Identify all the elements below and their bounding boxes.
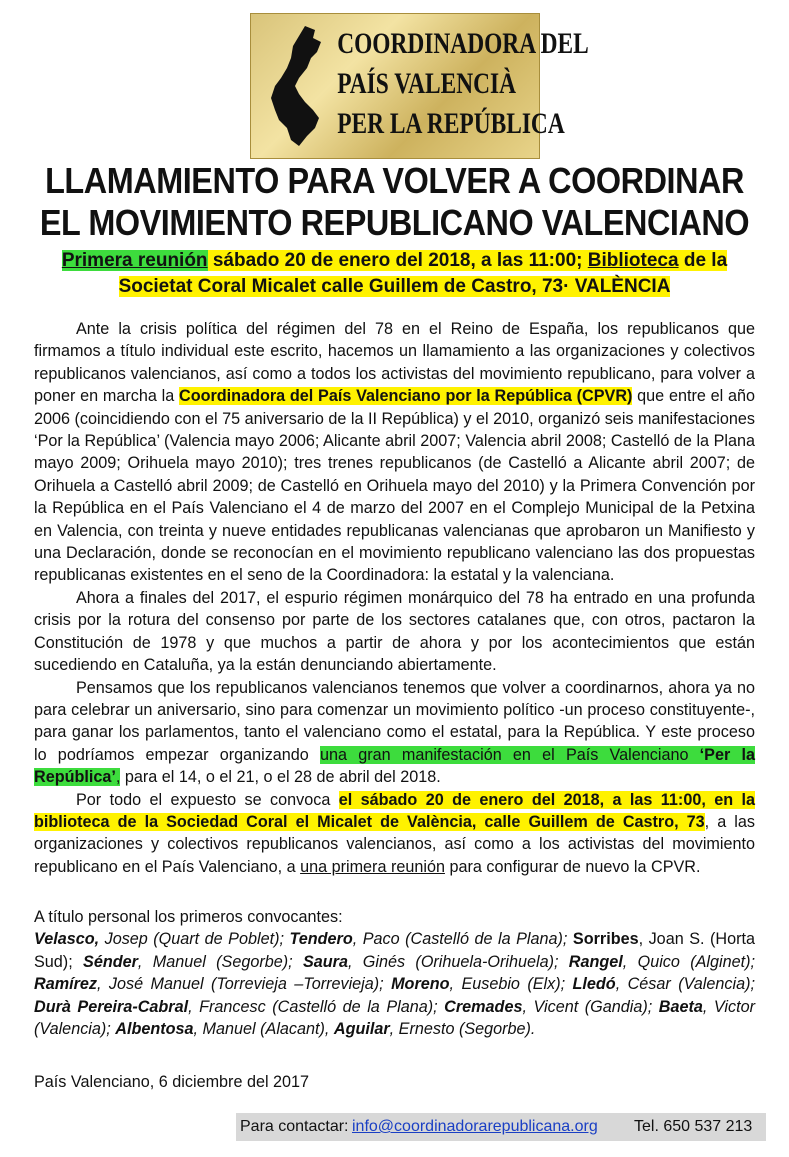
- convener: Rangel, Quico (Alginet);: [568, 952, 755, 971]
- convener: Ramírez, José Manuel (Torrevieja –Torrevieja);: [34, 975, 392, 994]
- first-meeting-link: una primera reunión: [300, 857, 445, 876]
- convener: Velasco, Josep (Quart de Poblet);: [34, 930, 290, 949]
- letter-body: [34, 318, 755, 878]
- convener: Tendero, Paco (Castelló de la Plana);: [289, 930, 573, 949]
- first-meeting-label: Primera reunión: [61, 250, 208, 271]
- cpvr-name: Coordinadora del País Valenciano por la República (CPVR): [179, 387, 633, 406]
- convener: Moreno, Eusebio (Elx);: [391, 975, 573, 994]
- convener: Baeta, Victor (Valencia);: [34, 997, 755, 1039]
- conveners-list: [34, 928, 755, 1040]
- convener: Sorribes, Joan S. (Horta Sud);: [34, 930, 755, 971]
- paragraph-4: Por todo el expuesto se convoca el sábado 20 de enero del 2018, a las 11:00, en la biblioteca de la Sociedad Coral el Micalet de València, calle Guillem de Castro, 73, a las organizaciones y colectivos republicanos valencianos, así como a los activistas del movimiento republicano en el País Valenciano, a una primera reunión para configurar de nuevo la CPVR.: [34, 790, 755, 876]
- convener: Albentosa, Manuel (Alacant),: [115, 1020, 334, 1039]
- convener: Cremades, Vicent (Gandia);: [444, 997, 659, 1016]
- convener: Durà Pereira-Cabral, Francesc (Castelló de la Plana);: [34, 997, 445, 1016]
- convener: Saura, Ginés (Orihuela-Orihuela);: [302, 952, 569, 971]
- conveners-section: [34, 906, 755, 1040]
- meeting-place: Societat Coral Micalet calle Guillem de Castro, 73· VALÈNCIA: [118, 276, 671, 297]
- convener: Aguilar, Ernesto (Segorbe).: [333, 1020, 536, 1039]
- logo-line-1: COORDINADORA DEL: [337, 27, 589, 60]
- demonstration-highlight: una gran manifestación en el País Valenciano ‘Per la República’,: [34, 745, 755, 787]
- conveners-intro: A título personal los primeros convocantes:: [34, 908, 343, 926]
- paragraph-2: Ahora a finales del 2017, el espurio régimen monárquico del 78 ha entrado en una profunda crisis por la rotura del consenso por parte de los sectores catalanes que, con otros, pactaron la Constitución de 1978 y que muchos a partir de ahora y por los acontecimientos que están sucediendo en Cataluña, ya la están denunciando abiertamente.: [34, 588, 755, 675]
- place-date: País Valenciano, 6 diciembre del 2017: [34, 1073, 310, 1091]
- logo-line-2: PAÍS VALENCIÀ: [337, 67, 517, 100]
- paragraph-1: Ante la crisis política del régimen del 78 en el Reino de España, los republicanos que firmamos a título individual este escrito, hacemos un llamamiento a las organizaciones y colectivos republicanos valencianos, así como a todos los activistas del movimiento republicano, para volver a poner en marcha la Coordinadora del País Valenciano por la República (CPVR) que entre el año 2006 (coincidiendo con el 75 aniversario de la II República) y el 2010, organizó seis manifestaciones ‘Por la República’ (Valencia mayo 2006; Alicante abril 2007; Valencia abril 2008; Castelló de la Plana mayo 2009; Orihuela mayo 2010); tres trenes republicanos (de Castelló a Alicante abril 2007; de Orihuela a Castelló abril 2009; de Castelló en Orihuela mayo del 2010) y la Primera Convención por la República en el País Valenciano el 4 de marzo del 2007 en el Complejo Municipal de la Petxina en Valencia, con treinta y nueve entidades republicanas valencianas que aprobaron un Manifiesto y una Declaración, donde se reconocían en el movimiento republicano valenciano las dos propuestas republicanas existentes en el seno de la Coordinadora: la estatal y la valenciana.: [34, 320, 755, 585]
- library-label: Biblioteca: [587, 250, 679, 271]
- convener: Sénder, Manuel (Segorbe);: [83, 952, 303, 971]
- contact-phone: Tel. 650 537 213: [634, 1118, 753, 1135]
- convener: Lledó, César (Valencia);: [572, 975, 755, 994]
- meeting-date: sábado 20 de enero del 2018, a las 11:00;: [207, 250, 588, 271]
- contact-bar: [236, 1113, 766, 1141]
- contact-email-link[interactable]: info@coordinadorarepublicana.org: [352, 1118, 598, 1135]
- meeting-highlight: el sábado 20 de enero del 2018, a las 11:00, en la biblioteca de la Sociedad Coral el Micalet de València, calle Guillem de Castro, 73: [34, 790, 755, 831]
- contact-label: Para contactar:: [240, 1118, 349, 1135]
- valencia-map-icon: [265, 24, 337, 148]
- title-line-1: LLAMAMIENTO PARA VOLVER A COORDINAR: [45, 160, 744, 201]
- coordinadora-logo: [250, 13, 589, 159]
- logo-text: [337, 24, 589, 144]
- page-title: [39, 160, 749, 244]
- logo-line-3: PER LA REPÚBLICA: [337, 107, 565, 140]
- paragraph-3: Pensamos que los republicanos valencianos tenemos que volver a coordinarnos, ahora ya no para celebrar un aniversario, sino para comenzar un movimiento político -un proceso constituyente-, para ganar los parlamentos, tanto el valenciano como el estatal, para la República. Y este proceso lo podríamos empezar organizando una gran manifestación en el País Valenciano ‘Per la República’, para el 14, o el 21, o el 28 de abril del 2018.: [34, 678, 755, 787]
- title-line-2: EL MOVIMIENTO REPUBLICANO VALENCIANO: [39, 202, 750, 243]
- of-the: de la: [678, 250, 728, 271]
- meeting-subtitle: [0, 248, 789, 300]
- subtitle-line-2: [0, 274, 789, 300]
- subtitle-line-1: [0, 248, 789, 274]
